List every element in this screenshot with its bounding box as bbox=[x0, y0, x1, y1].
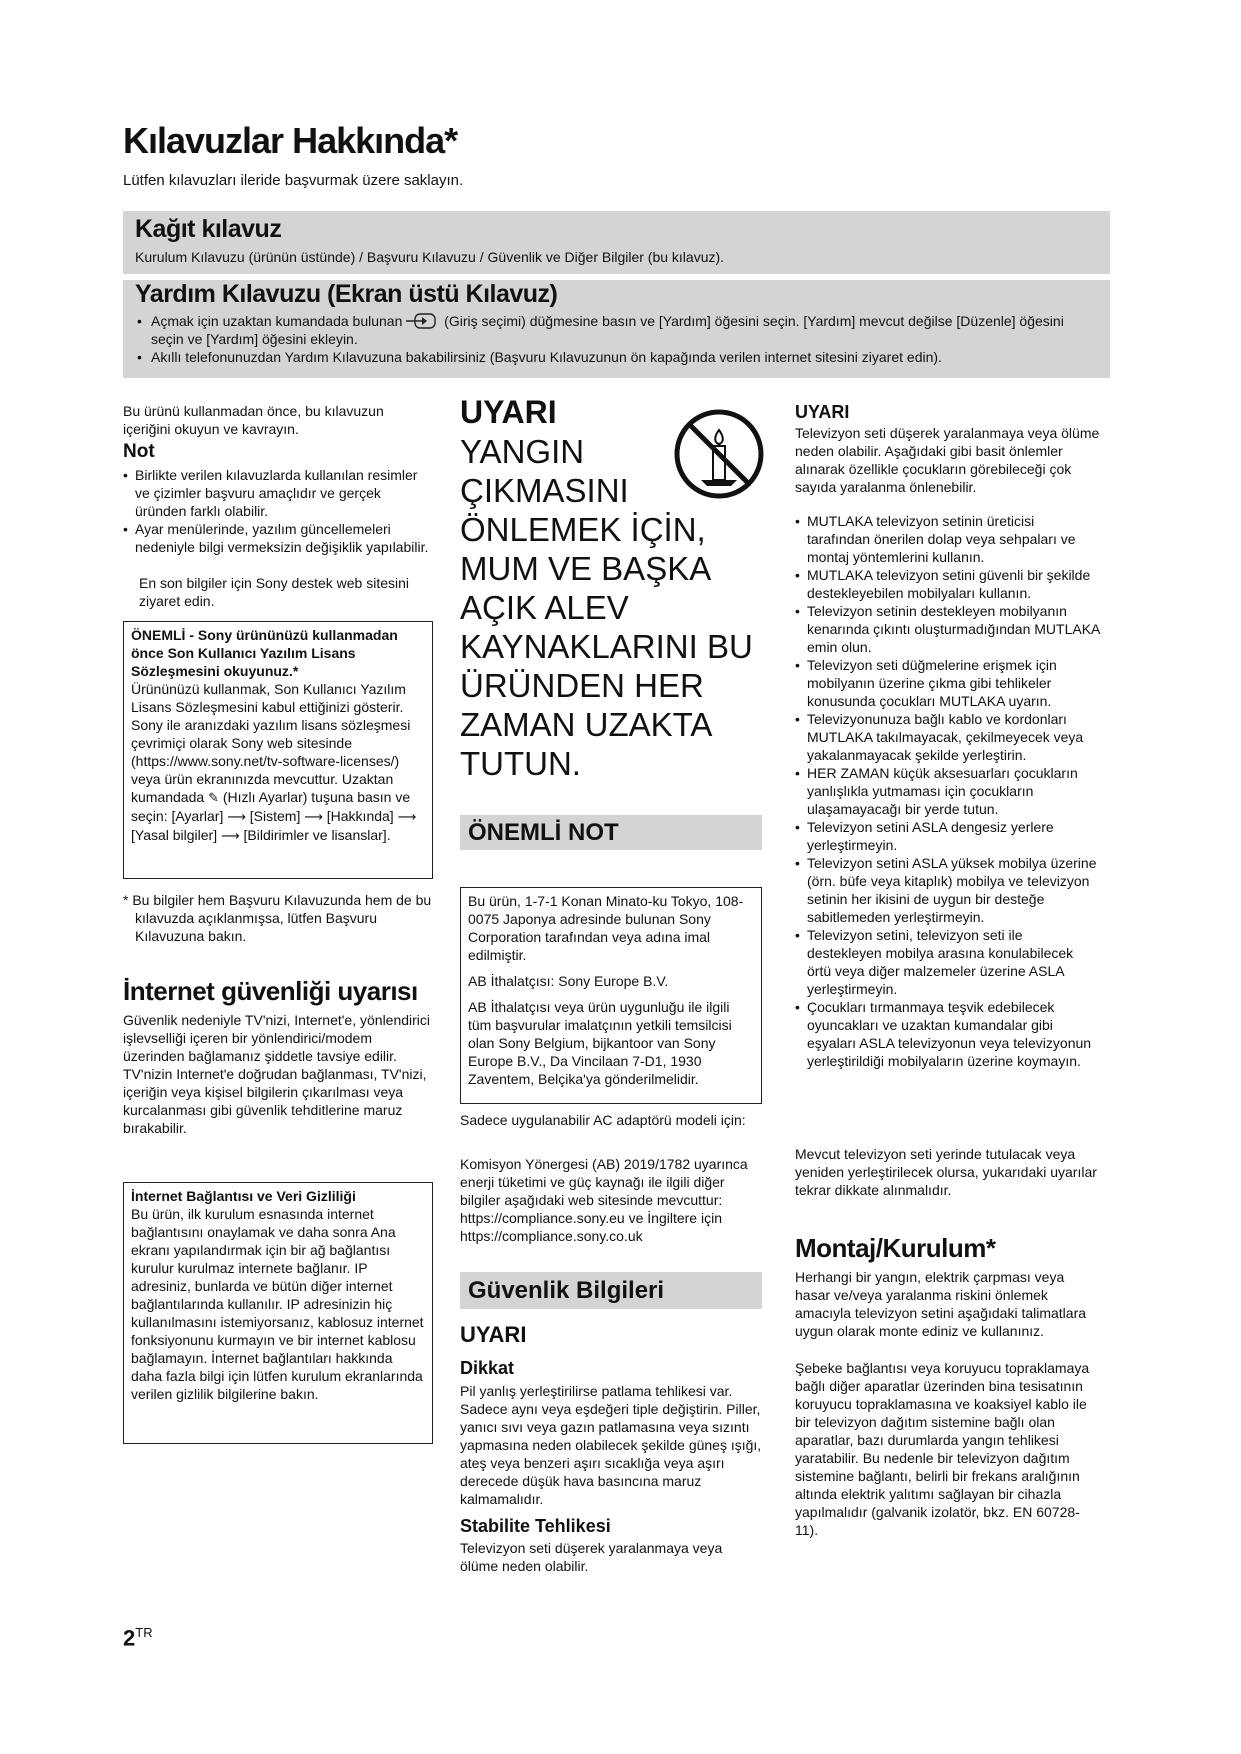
tip-over-item: • Televizyon setini ASLA yüksek mobilya üzerine (örn. büfe veya kitaplık) mobilya ve televizyon setinin her ikisini de uygun bir desteğe sabitlemeden yerleştirmeyin. bbox=[795, 854, 1100, 926]
privacy-text: Bu ürün, ilk kurulum esnasında internet bağlantısını onaylamak ve daha sonra Ana ekranı yapılandırmak için bir ağ bağlantısı kurulur kurulmaz internete bağlanır. IP adresiniz, bunlarda ve bütün diğer internet bağlantılarında kullanılır. IP adresinizin hiç kullanılmasını istemiyorsanız, kablosuz internet fonksiyonunu kurmayın ve bir internet kablosu bağlamayın. İnternet bağlantıları hakkında daha fazla bilgi için lütfen kurulum ekranlarında verilen gizlilik bilgilerine bakın. bbox=[131, 1206, 424, 1402]
eula-quick: (Hızlı Ayarlar) tuşuna basın ve seçin: [Ayarlar] bbox=[131, 789, 411, 824]
eula-path-item: [Bildirimler ve lisanslar]. bbox=[243, 827, 391, 843]
tip-over-heading: UYARI bbox=[795, 402, 850, 422]
tip-over-list bbox=[795, 512, 1100, 1070]
internet-heading: İnternet güvenliği uyarısı bbox=[123, 976, 418, 1006]
arrow-icon: ⟶ bbox=[304, 809, 323, 824]
intro-text: Bu ürünü kullanmadan önce, bu kılavuzun içeriğini okuyun ve kavrayın. bbox=[123, 403, 384, 437]
tip-over-item: • Televizyonunuza bağlı kablo ve kordonları MUTLAKA takılmayacak, çekilmeyecek veya yakalanmayacak şekilde yerleştirin. bbox=[795, 710, 1100, 764]
arrow-icon: ⟶ bbox=[227, 809, 246, 824]
tip-over-item: • MUTLAKA televizyon setinin üreticisi tarafından önerilen dolap veya sehpaları ve montaj yöntemlerini kullanın. bbox=[795, 512, 1100, 566]
tip-over-item: • MUTLAKA televizyon setini güvenli bir şekilde destekleyebilen mobilyaları kullanın. bbox=[795, 566, 1100, 602]
help-guide-box bbox=[123, 280, 1110, 378]
manufacturer-text: Bu ürün, 1-7-1 Konan Minato-ku Tokyo, 108-0075 Japonya adresinde bulunan Sony Corporation tarafından veya adına imal edilmiştir. bbox=[468, 893, 744, 963]
inquiries-text: AB İthalatçısı veya ürün uygunluğu ile ilgili tüm başvurular imalatçının yetkili temsilcisi olan Sony Belgium, bijkantoor van Sony Europe B.V., Da Vincilaan 7-D1, 1930 Zaventem, Belçika'ya gönderilmelidir. bbox=[468, 999, 732, 1087]
paper-manual-box bbox=[123, 211, 1110, 274]
eula-heading: ÖNEMLİ - Sony ürününüzü kullanmadan önce Son Kullanıcı Yazılım Lisans Sözleşmesini okuyunuz.* bbox=[131, 627, 398, 679]
eula-path-item: [Sistem] bbox=[249, 808, 301, 824]
privacy-heading: İnternet Bağlantısı ve Veri Gizliliği bbox=[131, 1188, 356, 1204]
note-list bbox=[123, 466, 433, 556]
privacy-box bbox=[123, 1182, 433, 1444]
eula-path-item: [Hakkında] bbox=[326, 808, 394, 824]
page-subtitle: Lütfen kılavuzları ileride başvurmak üzere saklayın. bbox=[123, 172, 464, 189]
tip-over-item: • Televizyon setini ASLA dengesiz yerlere yerleştirmeyin. bbox=[795, 818, 1100, 854]
caution-text: Pil yanlış yerleştirilirse patlama tehlikesi var. Sadece aynı veya eşdeğeri tiple değiştirin. Piller, yanıcı sıvı veya gazın patlamasına veya sızıntı yapmasına neden olabilecek şekilde güneş ışığı, ateş veya benzeri aşırı sıcaklığa veya aşırı derecede düşük hava basıncına maruz kalmamalıdır. bbox=[460, 1383, 762, 1507]
page-language: TR bbox=[135, 1625, 153, 1640]
help-guide-item-post: (Giriş seçimi) düğmesine basın ve [Yardım] öğesini seçin. [Yardım] mevcut değilse [Düzenle] öğesini seçin ve [Yardım] öğesini ekleyin. bbox=[151, 313, 1064, 347]
regulation-text: Komisyon Yönergesi (AB) 2019/1782 uyarınca enerji tüketimi ve güç kaynağı ile ilgili diğer bilgiler aşağıdaki web sitesinde mevcuttur: https://compliance.sony.eu ve İngiltere için https://compliance.sony.co.uk bbox=[460, 1156, 748, 1244]
input-select-icon bbox=[406, 313, 440, 329]
eula-path-item: [Yasal bilgiler] bbox=[131, 827, 218, 843]
note-item: • Birlikte verilen kılavuzlarda kullanılan resimler ve çizimler başvuru amaçlıdır ve gerçek üründen farklı olabilir. bbox=[123, 466, 433, 520]
tip-over-item: • Televizyon seti düğmelerine erişmek için mobilyanın üzerine çıkma gibi tehlikeler konusunda çocukları MUTLAKA uyarın. bbox=[795, 656, 1100, 710]
note-heading: Not bbox=[123, 441, 155, 462]
mount-text-1: Herhangi bir yangın, elektrik çarpması veya hasar ve/veya yaralanma riskini önlemek amacıyla televizyon setini aşağıdaki talimatlara uygun olarak monte ediniz ve kullanınız. bbox=[795, 1269, 1087, 1339]
stability-text: Televizyon seti düşerek yaralanmaya veya ölüme neden olabilir. bbox=[460, 1540, 723, 1574]
tip-over-item: • Televizyon setinin destekleyen mobilyanın kenarında çıkıntı oluşturmadığından MUTLAKA emin olun. bbox=[795, 602, 1100, 656]
stability-heading: Stabilite Tehlikesi bbox=[460, 1516, 611, 1536]
arrow-icon: ⟶ bbox=[221, 828, 240, 843]
paper-manual-text: Kurulum Kılavuzu (ürünün üstünde) / Başvuru Kılavuzu / Güvenlik ve Diğer Bilgiler (bu kılavuz). bbox=[135, 249, 725, 265]
tip-over-after: Mevcut televizyon seti yerinde tutulacak veya yeniden yerleştirilecek olursa, yukarıdaki uyarılar tekrar dikkate alınmalıdır. bbox=[795, 1146, 1097, 1198]
help-guide-list bbox=[135, 312, 1095, 366]
important-note-heading: ÖNEMLİ NOT bbox=[460, 815, 762, 850]
caution-heading: Dikkat bbox=[460, 1358, 515, 1378]
eula-box bbox=[123, 621, 433, 879]
adaptor-text: Sadece uygulanabilir AC adaptörü modeli için: bbox=[460, 1112, 746, 1128]
help-guide-item: • Akıllı telefonunuzdan Yardım Kılavuzuna bakabilirsiniz (Başvuru Kılavuzunun ön kapağında verilen internet sitesini ziyaret edin). bbox=[135, 348, 1095, 366]
eula-text: Ürününüzü kullanmak, Son Kullanıcı Yazılım Lisans Sözleşmesini kabul ettiğinizi gösterir. Sony ile aranızdaki yazılım lisans sözleşmesi çevrimiçi olarak Sony web sitesinde (https://www.sony.net/tv-software-licenses/) veya ürün ekranınızda mevcuttur. Uzaktan kumandada bbox=[131, 681, 411, 805]
fire-warning-text: YANGIN ÇIKMASINI ÖNLEMEK İÇİN, MUM VE BAŞKA AÇIK ALEV KAYNAKLARINI BU ÜRÜNDEN HER ZAMAN UZAKTA TUTUN. bbox=[460, 433, 753, 782]
quick-settings-icon: ✎ bbox=[208, 790, 219, 805]
tip-over-item: • HER ZAMAN küçük aksesuarları çocukların yanlışlıkla yutmaması için çocukların ulaşamayacağı bir yerde tutun. bbox=[795, 764, 1100, 818]
page-number-value: 2 bbox=[123, 1625, 136, 1651]
paper-manual-heading: Kağıt kılavuz bbox=[135, 215, 282, 243]
arrow-icon: ⟶ bbox=[397, 809, 417, 824]
page-title: Kılavuzlar Hakkında* bbox=[123, 120, 458, 161]
tip-over-item: • Çocukları tırmanmaya teşvik edebilecek oyuncakları ve uzaktan kumandalar gibi eşyaları ASLA televizyonun veya televizyonun yerleştirildiği mobilyaların üzerine koymayın. bbox=[795, 998, 1100, 1070]
safety-heading: Güvenlik Bilgileri bbox=[460, 1272, 762, 1309]
help-guide-item bbox=[135, 312, 1095, 348]
mount-text-2: Şebeke bağlantısı veya koruyucu topraklamaya bağlı diğer aparatlar üzerinden bina tesisatının koruyucu topraklamasına ve koaksiyel kablo ile bir televizyon dağıtım sistemine bağlı olan aparatlar, bazı durumlarda yangın tehlikesi yaratabilir. Bu nedenle bir televizyon dağıtım sistemine bağlantı, belirli bir frekans aralığının altında elektrik yalıtımı sağlayan bir cihazla yapılmalıdır (galvanik izolatör, bkz. EN 60728-11). bbox=[795, 1360, 1090, 1538]
note-item: • Ayar menülerinde, yazılım güncellemeleri nedeniyle bilgi vermeksizin değişiklik yapılabilir. bbox=[123, 520, 433, 556]
tip-over-item: • Televizyon setini, televizyon seti ile destekleyen mobilya arasına konulabilecek örtü veya diğer malzemeler üzerine ASLA yerleştirmeyin. bbox=[795, 926, 1100, 998]
internet-text: Güvenlik nedeniyle TV'nizi, Internet'e, yönlendirici işlevselliği içeren bir yönlendirici/modem üzerinden bağlamanız şiddetle tavsiye edilir. TV'nizin Internet'e doğrudan bağlanması, TV'nizi, içeriğin veya kişisel bilgilerin çıkarılması veya kurcalanması gibi güvenlik tehditlerine maruz bırakabilir. bbox=[123, 1012, 431, 1136]
note-extra: En son bilgiler için Sony destek web sitesini ziyaret edin. bbox=[139, 575, 410, 609]
safety-warning-label: UYARI bbox=[460, 1322, 527, 1347]
importer-text: AB İthalatçısı: Sony Europe B.V. bbox=[468, 973, 669, 989]
tip-over-intro: Televizyon seti düşerek yaralanmaya veya ölüme neden olabilir. Aşağıdaki gibi basit önlemler alınarak özellikle çocukların görebileceği çok sayıda yaralanma önlenebilir. bbox=[795, 425, 1100, 495]
warning-label: UYARI bbox=[460, 394, 557, 430]
page-number bbox=[123, 1625, 153, 1651]
mount-heading: Montaj/Kurulum* bbox=[795, 1233, 996, 1263]
footnote: * Bu bilgiler hem Başvuru Kılavuzunda hem de bu kılavuzda açıklanmışsa, lütfen Başvuru Kılavuzuna bakın. bbox=[123, 892, 432, 944]
manufacturer-box bbox=[460, 887, 762, 1104]
help-guide-item-pre: Açmak için uzaktan kumandada bulunan bbox=[151, 313, 403, 329]
help-guide-heading: Yardım Kılavuzu (Ekran üstü Kılavuz) bbox=[135, 280, 558, 308]
